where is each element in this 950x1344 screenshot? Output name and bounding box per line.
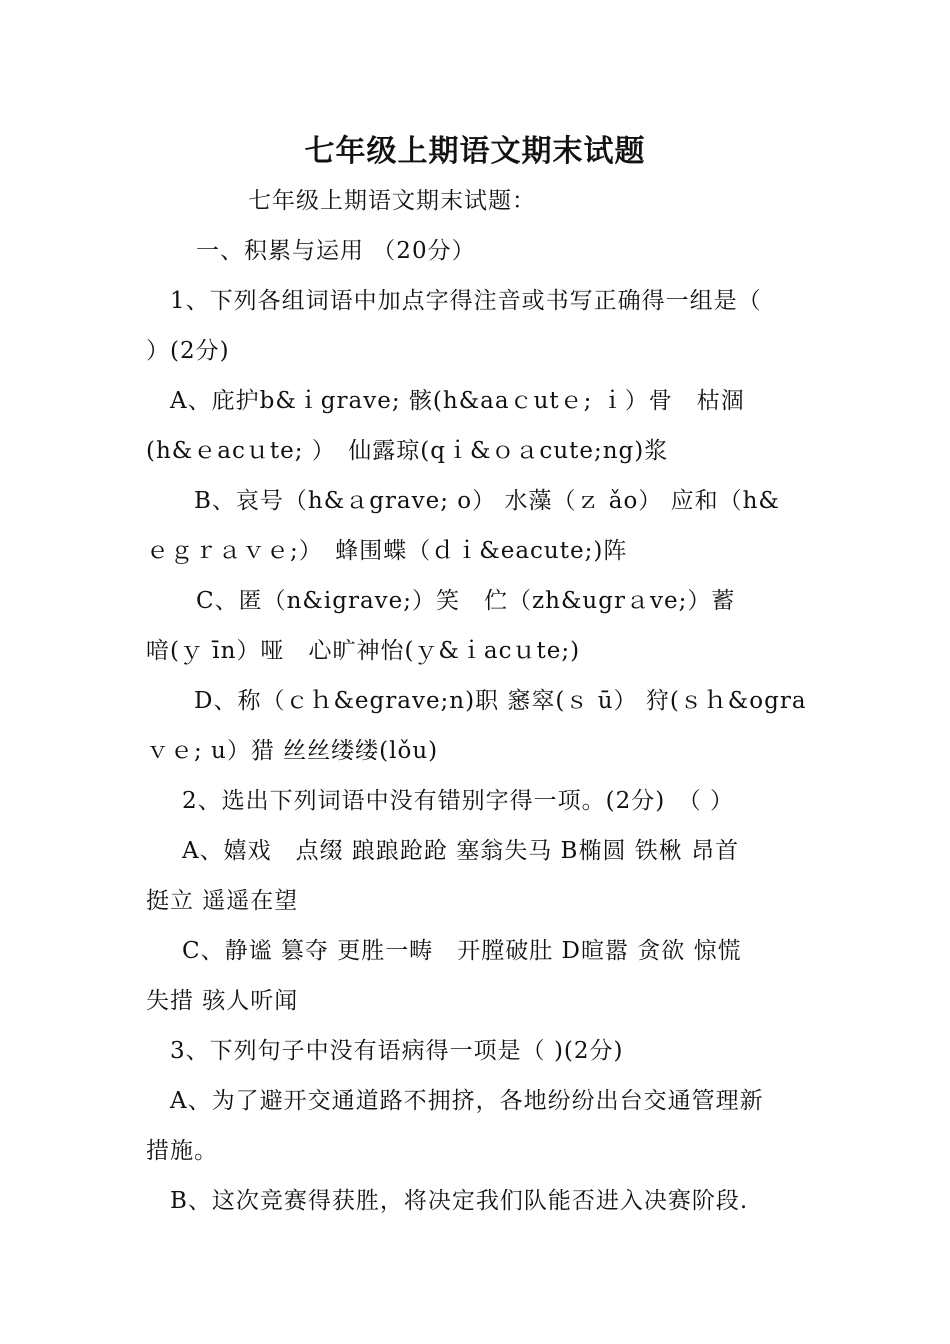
option-3a: A、为了避开交通道路不拥挤，各地纷纷出台交通管理新 [170,1088,764,1114]
option-1b: B、哀号（h&ａgrave; o） 水藻（ｚ ǎo） 应和（h& [194,488,780,514]
option-1c-cont: 喑(ｙ īn）哑 心旷神怡(ｙ&ｉacｕte;) [146,638,581,664]
document-title: 七年级上期语文期末试题 [304,134,646,169]
option-1c: C、匿（n&igrave;）笑 伫（zh&ugrａve;）蓄 [196,588,736,614]
option-2c: C、静谧 篡夺 更胜一畴 开膛破肚 D暄嚣 贪欲 惊慌 [182,938,742,964]
option-1a: A、庇护b&ｉgrave; 骸(h&aaｃutｅ; ｉ）骨 枯涸 [170,388,745,414]
option-1d: D、称（ｃｈ&egrave;n)职 窸窣(ｓ ū） 狩(ｓｈ&ogra [194,688,807,714]
question-1-cont: ）(2分) [146,338,230,364]
question-1: 1、下列各组词语中加点字得注音或书写正确得一组是（ [170,288,762,314]
subtitle-line: 七年级上期语文期末试题： [248,188,536,214]
option-3a-cont: 措施。 [146,1138,218,1164]
option-2c-cont: 失措 骇人听闻 [146,988,299,1014]
question-2: 2、选出下列词语中没有错别字得一项。(2分) （ ） [182,788,735,814]
option-1a-cont: (h&ｅacｕte; ） 仙露琼(qｉ&ｏａcute;ng)浆 [146,438,669,464]
option-1b-cont: ｅｇｒａｖｅ;） 蜂围蝶（ｄｉ&eacute;)阵 [146,538,628,564]
question-3: 3、下列句子中没有语病得一项是（ )(2分) [170,1038,624,1064]
option-2a: A、嬉戏 点缀 踉踉跄跄 塞翁失马 B椭圆 铁楸 昂首 [182,838,740,864]
section-heading: 一、积累与运用 （20分） [196,238,476,264]
option-1d-cont: ｖｅ; u）猎 丝丝缕缕(lǒu) [146,738,439,764]
option-3b: B、这次竞赛得获胜，将决定我们队能否进入决赛阶段. [170,1188,749,1214]
option-2a-cont: 挺立 遥遥在望 [146,888,299,914]
